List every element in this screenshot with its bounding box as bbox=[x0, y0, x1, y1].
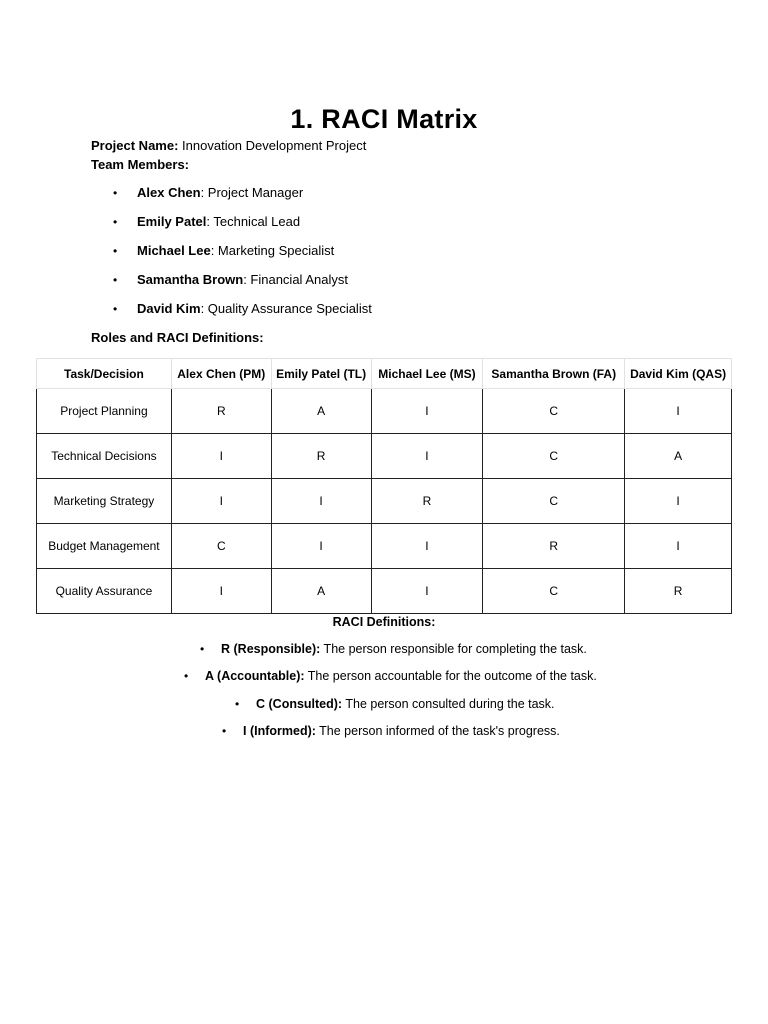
definition-text: The person responsible for completing the task. bbox=[320, 642, 587, 656]
table-row bbox=[37, 524, 732, 569]
table-row bbox=[37, 389, 732, 434]
raci-cell: C bbox=[483, 434, 625, 479]
member-name: David Kim bbox=[137, 301, 201, 316]
list-item bbox=[91, 271, 372, 300]
member-role: : Technical Lead bbox=[206, 214, 301, 229]
definition-item bbox=[222, 723, 560, 739]
raci-cell: C bbox=[483, 479, 625, 524]
column-header: David Kim (QAS) bbox=[625, 359, 732, 389]
definition-term: R (Responsible): bbox=[221, 642, 321, 656]
bullet-icon: • bbox=[113, 302, 118, 316]
definition-term: I (Informed): bbox=[243, 724, 316, 738]
raci-cell: A bbox=[271, 389, 371, 434]
raci-cell: A bbox=[271, 569, 371, 614]
team-members-list bbox=[91, 184, 372, 329]
bullet-icon: • bbox=[113, 215, 118, 229]
list-item bbox=[91, 300, 372, 329]
member-name: Michael Lee bbox=[137, 243, 211, 258]
bullet-icon: • bbox=[113, 186, 118, 200]
task-cell: Project Planning bbox=[37, 389, 172, 434]
bullet-icon: • bbox=[222, 724, 227, 738]
project-name-label: Project Name: bbox=[91, 138, 179, 153]
raci-cell: R bbox=[371, 479, 483, 524]
definitions-title: RACI Definitions: bbox=[332, 615, 436, 629]
bullet-icon: • bbox=[235, 697, 240, 711]
table-row bbox=[37, 434, 732, 479]
table-header-row bbox=[37, 359, 732, 389]
member-name: Alex Chen bbox=[137, 185, 201, 200]
raci-cell: R bbox=[625, 569, 732, 614]
member-role: : Financial Analyst bbox=[243, 272, 348, 287]
raci-cell: I bbox=[171, 569, 271, 614]
bullet-icon: • bbox=[113, 244, 118, 258]
list-item bbox=[91, 213, 372, 242]
bullet-icon: • bbox=[113, 273, 118, 287]
column-header: Samantha Brown (FA) bbox=[483, 359, 625, 389]
column-header: Task/Decision bbox=[37, 359, 172, 389]
table-row bbox=[37, 479, 732, 524]
raci-cell: A bbox=[625, 434, 732, 479]
raci-cell: R bbox=[171, 389, 271, 434]
raci-cell: I bbox=[371, 569, 483, 614]
team-members-line bbox=[91, 156, 189, 174]
task-cell: Budget Management bbox=[37, 524, 172, 569]
raci-cell: I bbox=[171, 434, 271, 479]
raci-cell: I bbox=[171, 479, 271, 524]
definition-text: The person consulted during the task. bbox=[342, 697, 555, 711]
raci-cell: I bbox=[625, 389, 732, 434]
list-item bbox=[91, 184, 372, 213]
raci-table bbox=[36, 358, 732, 614]
raci-cell: R bbox=[271, 434, 371, 479]
raci-cell: I bbox=[371, 389, 483, 434]
definition-text: The person accountable for the outcome of the task. bbox=[304, 669, 597, 683]
bullet-icon: • bbox=[184, 669, 189, 683]
raci-cell: R bbox=[483, 524, 625, 569]
definition-item bbox=[184, 668, 597, 684]
member-role: : Marketing Specialist bbox=[210, 243, 335, 258]
raci-cell: I bbox=[371, 434, 483, 479]
member-name: Samantha Brown bbox=[137, 272, 244, 287]
member-role: : Project Manager bbox=[200, 185, 304, 200]
task-cell: Marketing Strategy bbox=[37, 479, 172, 524]
raci-cell: I bbox=[271, 479, 371, 524]
roles-heading-line bbox=[91, 329, 264, 347]
definition-item bbox=[235, 696, 555, 712]
raci-cell: C bbox=[171, 524, 271, 569]
task-cell: Quality Assurance bbox=[37, 569, 172, 614]
definition-term: A (Accountable): bbox=[205, 669, 305, 683]
project-name-value: Innovation Development Project bbox=[182, 138, 367, 153]
table-row bbox=[37, 569, 732, 614]
raci-cell: I bbox=[625, 524, 732, 569]
raci-cell: I bbox=[371, 524, 483, 569]
definition-item bbox=[200, 641, 587, 657]
member-name: Emily Patel bbox=[137, 214, 207, 229]
definition-text: The person informed of the task's progress. bbox=[315, 724, 560, 738]
raci-cell: C bbox=[483, 569, 625, 614]
list-item bbox=[91, 242, 372, 271]
team-members-label: Team Members: bbox=[91, 157, 190, 172]
page-title: 1. RACI Matrix bbox=[290, 104, 478, 135]
task-cell: Technical Decisions bbox=[37, 434, 172, 479]
column-header: Emily Patel (TL) bbox=[271, 359, 371, 389]
definition-term: C (Consulted): bbox=[256, 697, 343, 711]
raci-cell: C bbox=[483, 389, 625, 434]
raci-cell: I bbox=[271, 524, 371, 569]
bullet-icon: • bbox=[200, 642, 205, 656]
member-role: : Quality Assurance Specialist bbox=[200, 301, 372, 316]
raci-cell: I bbox=[625, 479, 732, 524]
column-header: Michael Lee (MS) bbox=[371, 359, 483, 389]
project-name-line bbox=[91, 137, 366, 155]
column-header: Alex Chen (PM) bbox=[171, 359, 271, 389]
roles-heading: Roles and RACI Definitions: bbox=[91, 330, 264, 345]
